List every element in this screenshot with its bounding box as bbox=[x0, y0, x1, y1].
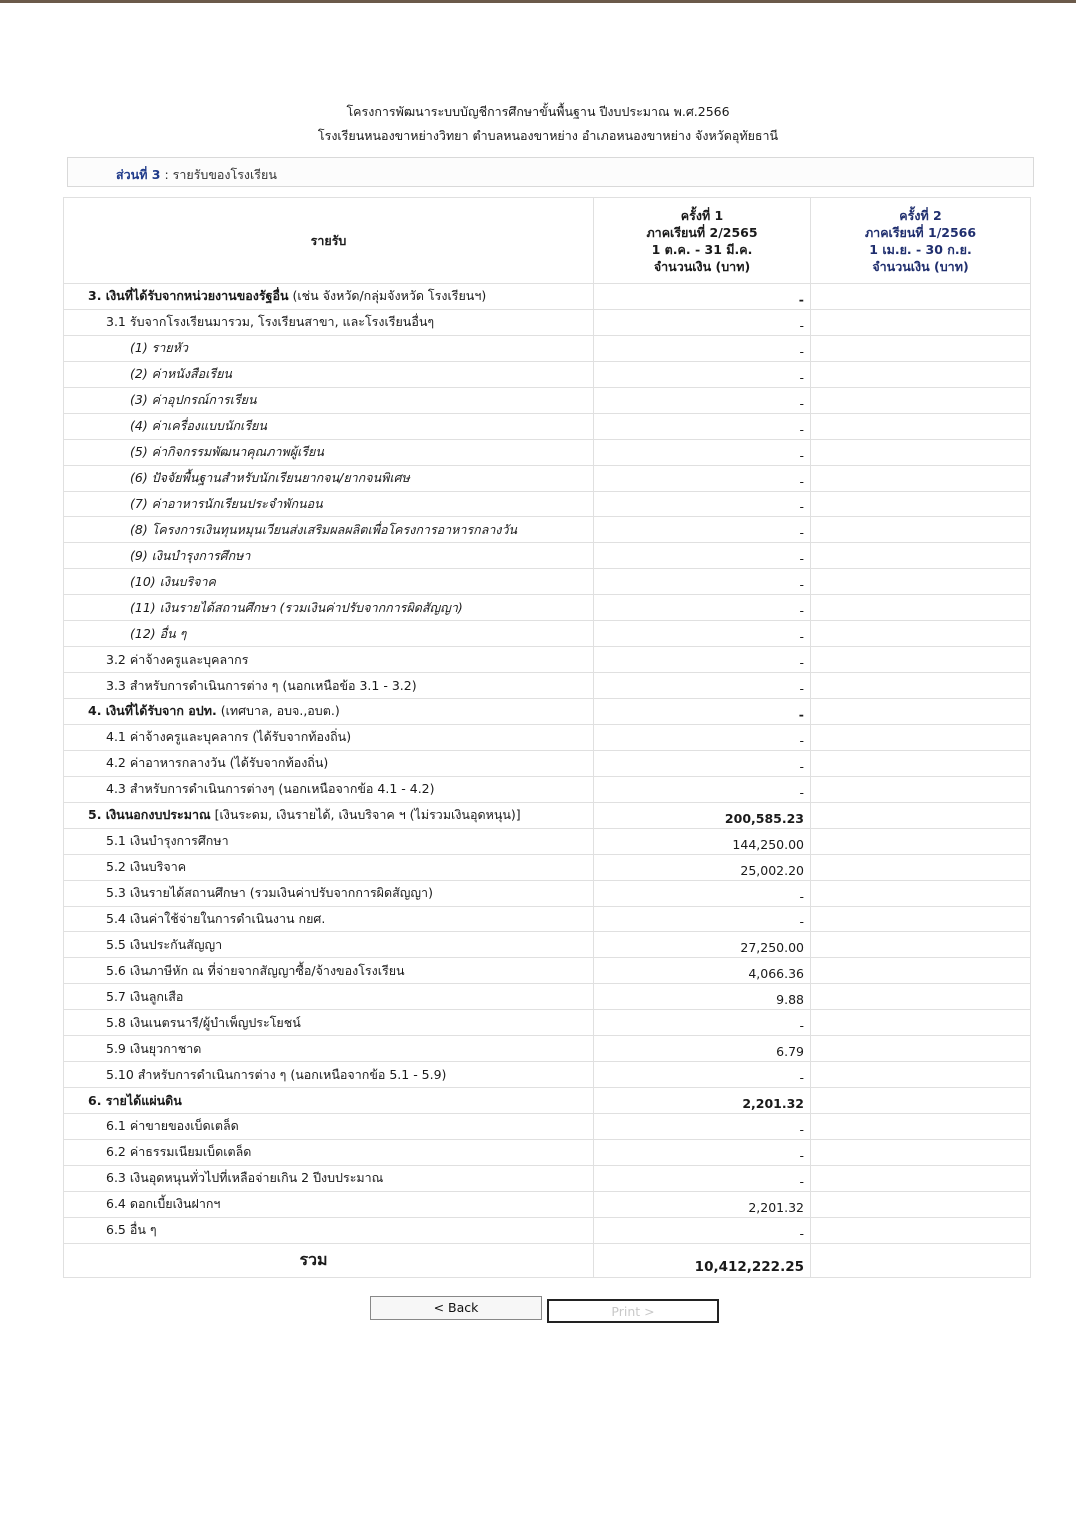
table-row bbox=[64, 1191, 1031, 1217]
row-value-period2 bbox=[811, 880, 1031, 906]
row-value-period2 bbox=[811, 309, 1031, 335]
row-value-period1: 4,066.36 bbox=[594, 958, 811, 984]
row-value-period2 bbox=[811, 932, 1031, 958]
row-value-period1: 2,201.32 bbox=[594, 1191, 811, 1217]
row-value-period2 bbox=[811, 465, 1031, 491]
table-row bbox=[64, 802, 1031, 828]
row-label bbox=[64, 906, 594, 932]
row-value-period2 bbox=[811, 724, 1031, 750]
row-label-text: (5) ค่ากิจกรรมพัฒนาคุณภาพผู้เรียน bbox=[130, 444, 324, 460]
row-value-period1: - bbox=[594, 1114, 811, 1140]
row-label bbox=[64, 932, 594, 958]
row-value-period1: - bbox=[594, 335, 811, 361]
row-value-period1: - bbox=[594, 724, 811, 750]
column-header-label: รายรับ bbox=[64, 198, 594, 284]
row-label bbox=[64, 802, 594, 828]
income-table bbox=[63, 197, 1031, 1278]
table-row bbox=[64, 595, 1031, 621]
row-value-period2 bbox=[811, 517, 1031, 543]
table-row bbox=[64, 750, 1031, 776]
period2-amount-label: จำนวนเงิน (บาท) bbox=[872, 258, 969, 274]
row-label bbox=[64, 1114, 594, 1140]
row-label bbox=[64, 699, 594, 725]
row-label-text: (12) อื่น ๆ bbox=[130, 625, 187, 641]
table-row bbox=[64, 699, 1031, 725]
table-header-row bbox=[64, 198, 1031, 284]
row-value-period1: - bbox=[594, 569, 811, 595]
table-row bbox=[64, 413, 1031, 439]
column-header-period1 bbox=[594, 198, 811, 284]
row-value-period2 bbox=[811, 906, 1031, 932]
row-label bbox=[64, 776, 594, 802]
period1-round: ครั้งที่ 1 bbox=[680, 207, 724, 223]
table-row bbox=[64, 361, 1031, 387]
table-row bbox=[64, 621, 1031, 647]
row-value-period2 bbox=[811, 387, 1031, 413]
row-value-period2 bbox=[811, 958, 1031, 984]
row-label bbox=[64, 958, 594, 984]
row-label bbox=[64, 1010, 594, 1036]
row-label-text: 5.3 เงินรายได้สถานศึกษา (รวมเงินค่าปรับจากการผิดสัญญา) bbox=[106, 885, 433, 901]
row-label bbox=[64, 439, 594, 465]
school-name: โรงเรียนหนองขาหย่างวิทยา ตำบลหนองขาหย่าง อำเภอหนองขาหย่าง จังหวัดอุทัยธานี bbox=[317, 128, 779, 143]
row-label bbox=[64, 387, 594, 413]
row-value-period2 bbox=[811, 1139, 1031, 1165]
row-label-text: 5.9 เงินยุวกาชาด bbox=[106, 1040, 202, 1056]
row-value-period2 bbox=[811, 699, 1031, 725]
period1-amount-label: จำนวนเงิน (บาท) bbox=[653, 258, 751, 274]
row-label bbox=[64, 361, 594, 387]
row-label-text: (1) รายหัว bbox=[130, 340, 188, 356]
table-row bbox=[64, 776, 1031, 802]
row-label-note: (เทศบาล, อบจ.,อบต.) bbox=[216, 703, 340, 719]
period2-semester: ภาคเรียนที่ 1/2566 bbox=[864, 224, 977, 240]
table-row bbox=[64, 1088, 1031, 1114]
table-row bbox=[64, 724, 1031, 750]
row-value-period2 bbox=[811, 284, 1031, 310]
table-row bbox=[64, 465, 1031, 491]
row-label bbox=[64, 543, 594, 569]
table-row bbox=[64, 1217, 1031, 1243]
row-value-period1: - bbox=[594, 491, 811, 517]
table-row bbox=[64, 491, 1031, 517]
table-row bbox=[64, 335, 1031, 361]
total-value-period2 bbox=[811, 1243, 1031, 1277]
row-value-period2 bbox=[811, 621, 1031, 647]
row-label bbox=[64, 1139, 594, 1165]
row-label bbox=[64, 595, 594, 621]
row-label bbox=[64, 491, 594, 517]
row-value-period1: 6.79 bbox=[594, 1036, 811, 1062]
table-row bbox=[64, 854, 1031, 880]
row-label bbox=[64, 1165, 594, 1191]
row-label-text: (3) ค่าอุปกรณ์การเรียน bbox=[130, 392, 257, 408]
row-value-period1: - bbox=[594, 361, 811, 387]
print-button[interactable]: Print > bbox=[547, 1299, 719, 1323]
row-label-text: (11) เงินรายได้สถานศึกษา (รวมเงินค่าปรับจากการผิดสัญญา) bbox=[130, 599, 463, 615]
table-row bbox=[64, 1062, 1031, 1088]
row-label bbox=[64, 673, 594, 699]
row-label-text: 3.1 รับจากโรงเรียนมารวม, โรงเรียนสาขา, และโรงเรียนอื่นๆ bbox=[106, 314, 435, 330]
row-value-period2 bbox=[811, 750, 1031, 776]
row-value-period1: - bbox=[594, 647, 811, 673]
row-label bbox=[64, 828, 594, 854]
row-label-text: 4.1 ค่าจ้างครูและบุคลากร (ได้รับจากท้องถิ่น) bbox=[106, 729, 352, 745]
row-value-period2 bbox=[811, 776, 1031, 802]
table-row bbox=[64, 439, 1031, 465]
row-label-text: 3. เงินที่ได้รับจากหน่วยงานของรัฐอื่น bbox=[88, 288, 289, 304]
total-value-period1: 10,412,222.25 bbox=[594, 1243, 811, 1277]
row-label-text: 5.5 เงินประกันสัญญา bbox=[106, 936, 223, 952]
row-label bbox=[64, 517, 594, 543]
table-row bbox=[64, 569, 1031, 595]
row-label bbox=[64, 1062, 594, 1088]
row-label-text: (10) เงินบริจาค bbox=[130, 573, 216, 589]
row-value-period1: - bbox=[594, 595, 811, 621]
row-label-text: (4) ค่าเครื่องแบบนักเรียน bbox=[130, 418, 267, 434]
table-row bbox=[64, 880, 1031, 906]
row-value-period1: - bbox=[594, 1165, 811, 1191]
row-label bbox=[64, 1088, 594, 1114]
report-title: โครงการพัฒนาระบบบัญชีการศึกษาขั้นพื้นฐาน ปีงบประมาณ พ.ศ.2566 bbox=[346, 104, 730, 119]
period2-round: ครั้งที่ 2 bbox=[899, 207, 942, 223]
table-row bbox=[64, 1114, 1031, 1140]
row-label bbox=[64, 621, 594, 647]
row-value-period1: 27,250.00 bbox=[594, 932, 811, 958]
row-label-text: 5. เงินนอกงบประมาณ bbox=[88, 807, 211, 823]
row-label bbox=[64, 413, 594, 439]
row-label-text: 5.4 เงินค่าใช้จ่ายในการดำเนินงาน กยศ. bbox=[106, 910, 326, 926]
row-label-text: (6) ปัจจัยพื้นฐานสำหรับนักเรียนยากจน/ยากจนพิเศษ bbox=[130, 470, 410, 486]
table-row bbox=[64, 517, 1031, 543]
row-label-text: 5.6 เงินภาษีหัก ณ ที่จ่ายจากสัญญาซื้อ/จ้างของโรงเรียน bbox=[106, 962, 405, 978]
row-label bbox=[64, 854, 594, 880]
row-value-period1: - bbox=[594, 1062, 811, 1088]
row-value-period1: 200,585.23 bbox=[594, 802, 811, 828]
total-label: รวม bbox=[64, 1243, 594, 1277]
row-label-text: 6.4 ดอกเบี้ยเงินฝากฯ bbox=[106, 1196, 221, 1212]
row-value-period1: - bbox=[594, 750, 811, 776]
table-row bbox=[64, 1036, 1031, 1062]
section-title: : รายรับของโรงเรียน bbox=[160, 167, 277, 182]
period1-semester: ภาคเรียนที่ 2/2565 bbox=[646, 224, 758, 240]
row-label-text: 6.5 อื่น ๆ bbox=[106, 1222, 157, 1238]
row-value-period1: - bbox=[594, 621, 811, 647]
row-value-period2 bbox=[811, 413, 1031, 439]
row-value-period1: - bbox=[594, 1139, 811, 1165]
row-label-text: 5.7 เงินลูกเสือ bbox=[106, 988, 184, 1004]
row-value-period2 bbox=[811, 1191, 1031, 1217]
row-label-text: 5.2 เงินบริจาค bbox=[106, 859, 187, 875]
row-label-text: 5.1 เงินบำรุงการศึกษา bbox=[106, 833, 229, 849]
row-value-period1: - bbox=[594, 776, 811, 802]
row-label-text: (9) เงินบำรุงการศึกษา bbox=[130, 547, 251, 563]
row-label-text: (2) ค่าหนังสือเรียน bbox=[130, 366, 232, 382]
row-label-text: 6.3 เงินอุดหนุนทั่วไปที่เหลือจ่ายเกิน 2 ปีงบประมาณ bbox=[106, 1170, 384, 1186]
row-label-text: 6.2 ค่าธรรมเนียมเบ็ดเตล็ด bbox=[106, 1144, 252, 1160]
table-row bbox=[64, 673, 1031, 699]
row-label bbox=[64, 569, 594, 595]
row-value-period1: - bbox=[594, 1010, 811, 1036]
row-value-period2 bbox=[811, 543, 1031, 569]
row-value-period2 bbox=[811, 335, 1031, 361]
row-label bbox=[64, 1036, 594, 1062]
row-label-text: (7) ค่าอาหารนักเรียนประจำพักนอน bbox=[130, 495, 323, 511]
row-value-period2 bbox=[811, 984, 1031, 1010]
row-label-text: 6.1 ค่าขายของเบ็ดเตล็ด bbox=[106, 1118, 239, 1134]
row-value-period1: 25,002.20 bbox=[594, 854, 811, 880]
row-value-period1: - bbox=[594, 699, 811, 725]
row-value-period1: - bbox=[594, 413, 811, 439]
row-value-period2 bbox=[811, 673, 1031, 699]
row-value-period1: - bbox=[594, 1217, 811, 1243]
row-value-period1: 144,250.00 bbox=[594, 828, 811, 854]
row-label-note: [เงินระดม, เงินรายได้, เงินบริจาค ฯ (ไม่รวมเงินอุดหนุน)] bbox=[210, 807, 521, 823]
back-button[interactable]: < Back bbox=[370, 1296, 542, 1320]
row-label bbox=[64, 1191, 594, 1217]
row-value-period2 bbox=[811, 1217, 1031, 1243]
row-label-text: (8) โครงการเงินทุนหมุนเวียนส่งเสริมผลผลิตเพื่อโครงการอาหารกลางวัน bbox=[130, 521, 518, 537]
row-value-period2 bbox=[811, 569, 1031, 595]
row-value-period2 bbox=[811, 361, 1031, 387]
row-label-text: 6. รายได้แผ่นดิน bbox=[88, 1092, 182, 1108]
table-row bbox=[64, 1139, 1031, 1165]
row-value-period2 bbox=[811, 491, 1031, 517]
period1-dates: 1 ต.ค. - 31 มี.ค. bbox=[651, 241, 753, 257]
row-value-period2 bbox=[811, 647, 1031, 673]
row-label bbox=[64, 880, 594, 906]
row-label bbox=[64, 750, 594, 776]
row-label-text: 3.3 สำหรับการดำเนินการต่าง ๆ (นอกเหนือข้อ 3.1 - 3.2) bbox=[106, 677, 417, 693]
table-row bbox=[64, 647, 1031, 673]
row-value-period1: - bbox=[594, 387, 811, 413]
row-value-period2 bbox=[811, 1165, 1031, 1191]
row-value-period1: - bbox=[594, 284, 811, 310]
table-row bbox=[64, 906, 1031, 932]
row-label bbox=[64, 309, 594, 335]
row-label bbox=[64, 465, 594, 491]
row-value-period1: - bbox=[594, 880, 811, 906]
row-value-period1: - bbox=[594, 309, 811, 335]
row-label-text: 5.10 สำหรับการดำเนินการต่าง ๆ (นอกเหนือจากข้อ 5.1 - 5.9) bbox=[106, 1066, 447, 1082]
row-value-period1: 2,201.32 bbox=[594, 1088, 811, 1114]
row-value-period1: - bbox=[594, 439, 811, 465]
row-value-period2 bbox=[811, 1010, 1031, 1036]
row-value-period2 bbox=[811, 802, 1031, 828]
row-label bbox=[64, 1217, 594, 1243]
table-row bbox=[64, 1165, 1031, 1191]
row-label-note: (เช่น จังหวัด/กลุ่มจังหวัด โรงเรียนฯ) bbox=[288, 288, 487, 304]
table-row bbox=[64, 284, 1031, 310]
row-value-period2 bbox=[811, 439, 1031, 465]
row-value-period2 bbox=[811, 1088, 1031, 1114]
section-header bbox=[67, 157, 1034, 187]
period2-dates: 1 เม.ย. - 30 ก.ย. bbox=[869, 241, 972, 257]
table-row bbox=[64, 387, 1031, 413]
table-row bbox=[64, 309, 1031, 335]
page-edge bbox=[0, 0, 1076, 3]
row-label bbox=[64, 724, 594, 750]
row-label-text: 4. เงินที่ได้รับจาก อปท. bbox=[88, 703, 217, 719]
column-header-period2 bbox=[811, 198, 1031, 284]
row-value-period1: - bbox=[594, 465, 811, 491]
table-row bbox=[64, 984, 1031, 1010]
table-row bbox=[64, 958, 1031, 984]
row-label-text: 4.2 ค่าอาหารกลางวัน (ได้รับจากท้องถิ่น) bbox=[106, 755, 329, 771]
row-value-period1: - bbox=[594, 906, 811, 932]
row-value-period2 bbox=[811, 854, 1031, 880]
row-label bbox=[64, 647, 594, 673]
table-row bbox=[64, 543, 1031, 569]
row-value-period2 bbox=[811, 1114, 1031, 1140]
row-label-text: 4.3 สำหรับการดำเนินการต่างๆ (นอกเหนือจากข้อ 4.1 - 4.2) bbox=[106, 781, 435, 797]
row-value-period2 bbox=[811, 595, 1031, 621]
total-row bbox=[64, 1243, 1031, 1277]
section-number: ส่วนที่ 3 bbox=[116, 167, 161, 182]
row-value-period1: - bbox=[594, 543, 811, 569]
row-value-period1: 9.88 bbox=[594, 984, 811, 1010]
row-label-text: 5.8 เงินเนตรนารี/ผู้บำเพ็ญประโยชน์ bbox=[106, 1014, 301, 1030]
row-value-period1: - bbox=[594, 673, 811, 699]
row-label-text: 3.2 ค่าจ้างครูและบุคลากร bbox=[106, 651, 249, 667]
table-row bbox=[64, 932, 1031, 958]
table-row bbox=[64, 1010, 1031, 1036]
row-label bbox=[64, 335, 594, 361]
row-label bbox=[64, 984, 594, 1010]
table-row bbox=[64, 828, 1031, 854]
row-value-period1: - bbox=[594, 517, 811, 543]
row-value-period2 bbox=[811, 1036, 1031, 1062]
row-label bbox=[64, 284, 594, 310]
row-value-period2 bbox=[811, 1062, 1031, 1088]
row-value-period2 bbox=[811, 828, 1031, 854]
